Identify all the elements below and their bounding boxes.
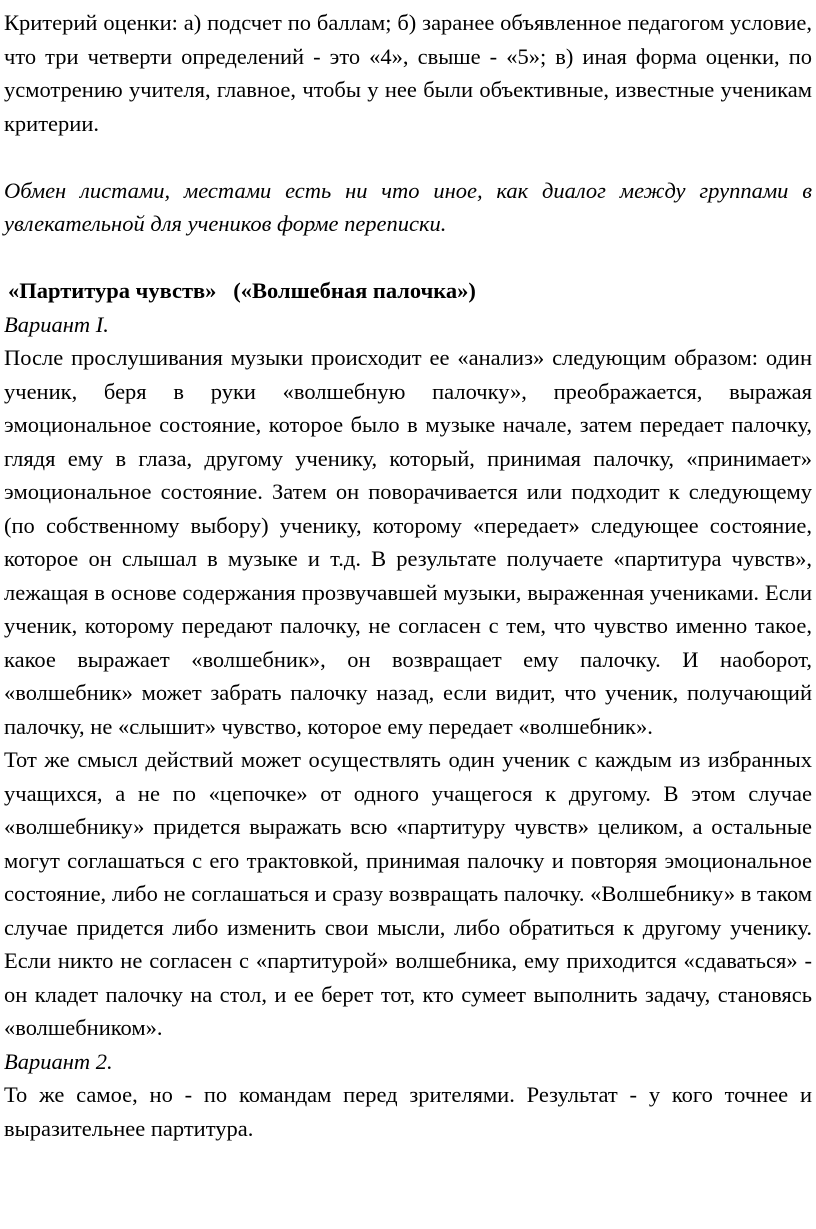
paragraph-variant-2-description: То же самое, но - по командам перед зрителями. Результат - у кого точнее и выразительнее партитура. [4,1082,812,1141]
paragraph-variant-1-alternative: Тот же смысл действий может осуществлять один ученик с каждым из избранных учащихся, а не по «цепочке» от одного учащегося к другому. В этом случае «волшебнику» придется выражать всю «партитуру чувств» целиком, а остальные могут соглашаться с его трактовкой, принимая палочку и повторяя эмоциональное состояние, либо не соглашаться и сразу возвращать палочку. «Волшебнику» в таком случае придется либо изменить свои мысли, либо обратиться к другому ученику. Если никто не согласен с «партитурой» волшебника, ему приходится «сдаваться» - он кладет палочку на стол, и ее берет тот, кто сумеет выполнить задачу, становясь «волшебником». [4,747,812,1040]
paragraph-exchange-note: Обмен листами, местами есть ни что иное, как диалог между группами в увлекательной для учеников форме переписки. [4,177,812,236]
variant-1-label: Вариант I. [4,311,109,337]
paragraph-grading-criteria: Критерий оценки: а) подсчет по баллам; б) заранее объявленное педагогом условие, что три четверти определений - это «4», свыше - «5»; в) иная форма оценки, по усмотрению учителя, главное, чтобы у нее были объективные, известные ученикам критерии. [4,10,812,136]
blank-line [4,241,812,275]
blank-line [4,140,812,174]
section-heading: «Партитура чувств» («Волшебная палочка») [8,278,476,303]
variant-2-label: Вариант 2. [4,1048,113,1074]
paragraph-variant-1-description: После прослушивания музыки происходит ее «анализ» следующим образом: один ученик, беря в руки «волшебную палочку», преображается, выражая эмоциональное состояние, которое было в музыке начале, затем передает палочку, глядя ему в глаза, другому ученику, который, принимая палочку, «принимает» эмоциональное состояние. Затем он поворачивается или подходит к следующему (по собственному выбору) ученику, которому «передает» следующее состояние, которое он слышал в музыке и т.д. В результате получаете «партитура чувств», лежащая в основе содержания прозвучавшей музыки, выраженная учениками. Если ученик, которому передают палочку, не согласен с тем, что чувство именно такое, какое выражает «волшебник», он возвращает ему палочку. И наоборот, «волшебник» может забрать палочку назад, если видит, что ученик, получающий палочку, не «слышит» чувство, которое ему передает «волшебник». [4,345,812,739]
